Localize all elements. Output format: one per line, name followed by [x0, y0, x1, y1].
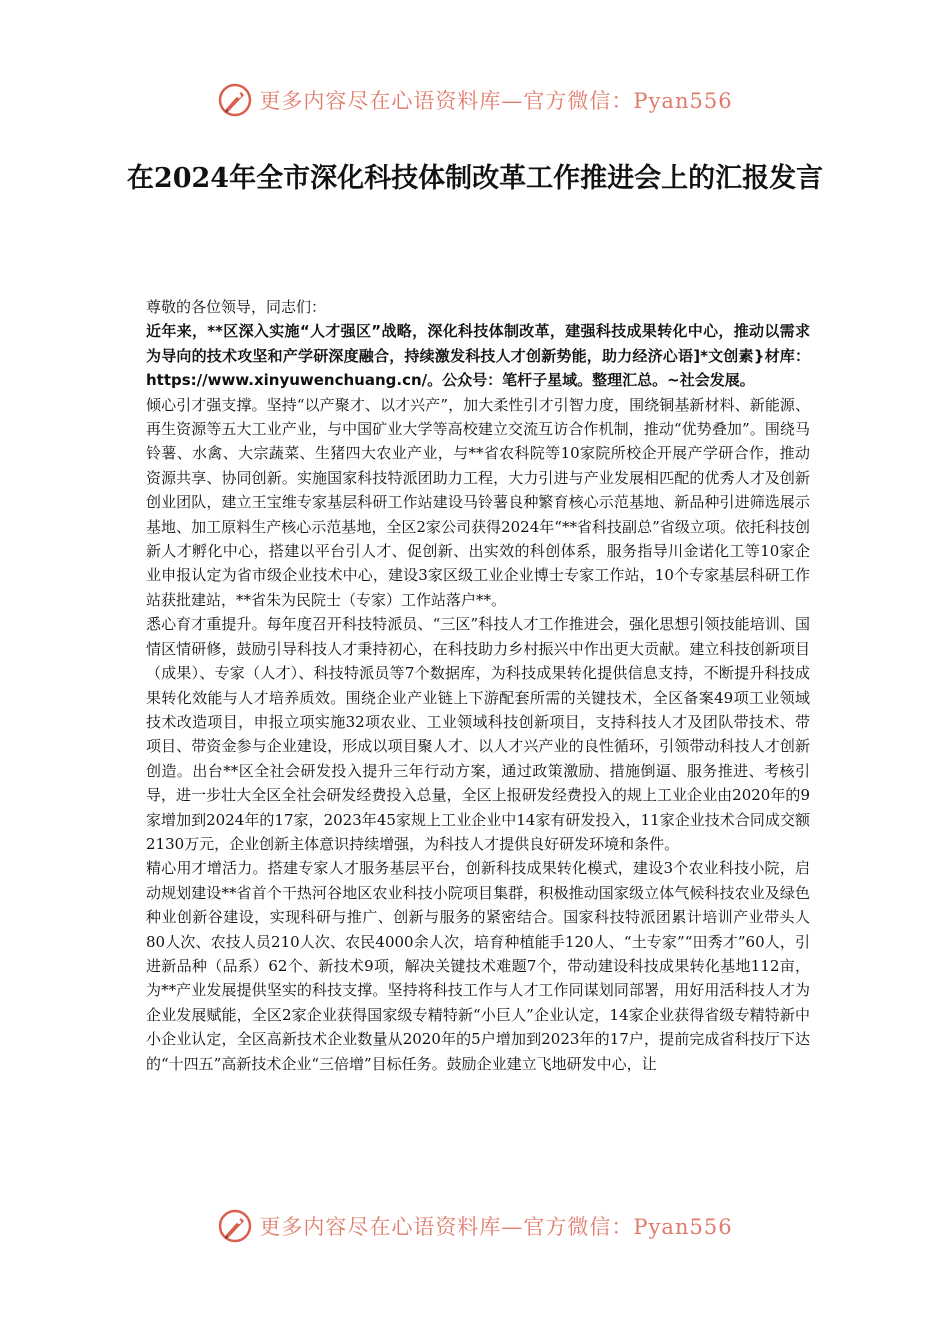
header-banner-text: 更多内容尽在心语资料库—官方微信：Pyan556	[259, 89, 733, 113]
intro-paragraph: 近年来，**区深入实施“人才强区”战略，深化科技体制改革，建强科技成果转化中心，推动以需求为导向的技术攻坚和产学研深度融合，持续激发科技人才创新势能，助力经济心语]*文创素}材库：https://www.xinyuwenchuang.cn/。公众号：笔杆子星域。整理汇总。~社会发展。	[146, 322, 810, 390]
pen-logo-icon	[217, 1208, 253, 1244]
paragraph-talent-cultivation: 悉心育才重提升。每年度召开科技特派员、“三区”科技人才工作推进会，强化思想引领技能培训、国情区情研修，鼓励引导科技人才秉持初心，在科技助力乡村振兴中作出更大贡献。建立科技创新项目（成果）、专家（人才）、科技特派员等7个数据库，为科技成果转化提供信息支持，不断提升科技成果转化效能与人才培养质效。围绕企业产业链上下游配套所需的关键技术，全区备案49项工业领域技术改造项目，申报立项实施32项农业、工业领域科技创新项目，支持科技人才及团队带技术、带项目、带资金参与企业建设，形成以项目聚人才、以人才兴产业的良性循环，引领带动科技人才创新创造。出台**区全社会研发投入提升三年行动方案，通过政策激励、措施倒逼、服务推进、考核引导，进一步壮大全区全社会研发经费投入总量，全区上报研发经费投入的规上工业企业由2020年的9家增加到2024年的17家，2023年45家规上工业企业中14家有研发投入，11家企业技术合同成交额2130万元，企业创新主体意识持续增强，为科技人才提供良好研发环境和条件。	[146, 615, 810, 853]
document-body	[146, 295, 810, 1076]
pen-logo-icon	[217, 82, 253, 118]
footer-banner[interactable]	[0, 1208, 950, 1244]
footer-banner-text: 更多内容尽在心语资料库—官方微信：Pyan556	[259, 1215, 733, 1239]
salutation: 尊敬的各位领导，同志们：	[146, 298, 327, 316]
header-banner[interactable]	[0, 82, 950, 118]
paragraph-talent-attraction: 倾心引才强支撑。坚持“以产聚才、以才兴产”，加大柔性引才引智力度，围绕铜基新材料、新能源、再生资源等五大工业产业，与中国矿业大学等高校建立交流互访合作机制，推动“优势叠加”。围绕马铃薯、水禽、大宗蔬菜、生猪四大农业产业，与**省农科院等10家院所校企开展产学研合作，推动资源共享、协同创新。实施国家科技特派团助力工程，大力引进与产业发展相匹配的优秀人才及创新创业团队，建立王宝维专家基层科研工作站建设马铃薯良种繁育核心示范基地、新品种引进筛选展示基地、加工原料生产核心示范基地，全区2家公司获得2024年“**省科技副总”省级立项。依托科技创新人才孵化中心，搭建以平台引人才、促创新、出实效的科创体系，服务指导川金诺化工等10家企业申报认定为省市级企业技术中心，建设3家区级工业企业博士专家工作站，10个专家基层科研工作站获批建站，**省朱为民院士（专家）工作站落户**。	[146, 395, 810, 609]
page-title: 在2024年全市深化科技体制改革工作推进会上的汇报发言	[126, 163, 824, 194]
paragraph-talent-utilization: 精心用才增活力。搭建专家人才服务基层平台，创新科技成果转化模式，建设3个农业科技小院，启动规划建设**省首个干热河谷地区农业科技小院项目集群，积极推动国家级立体气候科技农业及绿色种业创新谷建设，实现科研与推广、创新与服务的紧密结合。国家科技特派团累计培训产业带头人80人次、农技人员210人次、农民4000余人次，培育种植能手120人、“土专家”“田秀才”60人，引进新品种（品系）62个、新技术9项，解决关键技术难题7个，带动建设科技成果转化基地112亩，为**产业发展提供坚实的科技支撑。坚持将科技工作与人才工作同谋划同部署，用好用活科技人才为企业发展赋能，全区2家企业获得国家级专精特新“小巨人”企业认定，14家企业获得省级专精特新中小企业认定，全区高新技术企业数量从2020年的5户增加到2023年的17户，提前完成省科技厅下达的“十四五”高新技术企业“三倍增”目标任务。鼓励企业建立飞地研发中心，让	[146, 859, 810, 1073]
